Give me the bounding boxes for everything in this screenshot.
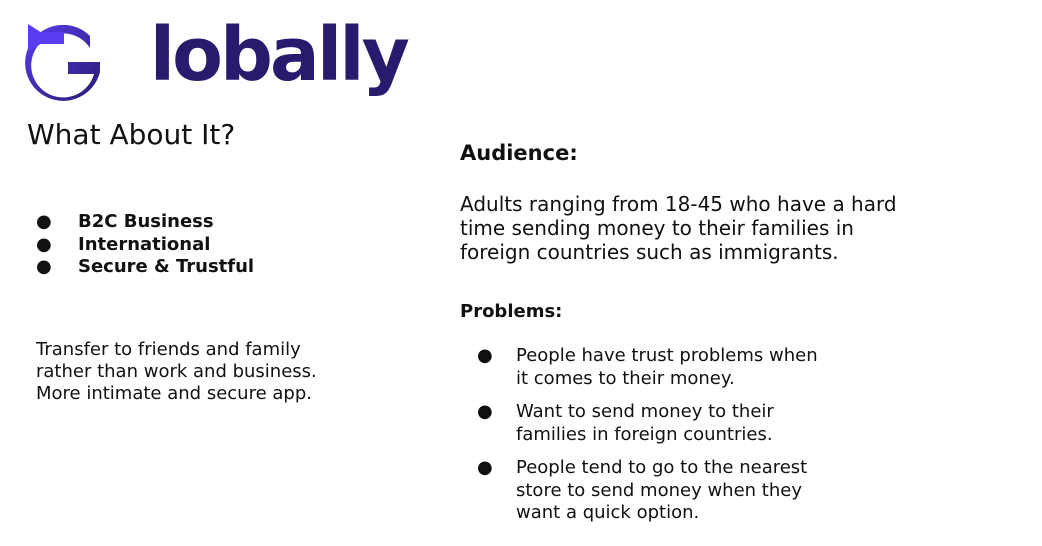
bullet-icon: ● (36, 211, 52, 232)
section-heading: What About It? (27, 118, 236, 151)
list-item (477, 457, 818, 525)
logo-wordmark-text: lobally (149, 12, 407, 98)
globally-logo (24, 12, 407, 110)
audience-line: foreign countries such as immigrants. (460, 240, 839, 264)
summary-line: rather than work and business. (36, 361, 317, 382)
bullet-icon: ● (477, 401, 493, 422)
audience-line: Adults ranging from 18-45 who have a hard (460, 192, 897, 216)
bullet-icon: ● (36, 256, 52, 277)
summary-text (36, 339, 317, 405)
feature-label: Secure & Trustful (78, 256, 255, 277)
feature-list (36, 211, 254, 279)
problem-line: People tend to go to the nearest (516, 457, 808, 478)
logo-wordmark (92, 12, 407, 98)
bullet-icon: ● (36, 233, 52, 255)
problem-line: store to send money when they (516, 479, 802, 501)
problems-list (477, 345, 818, 536)
problem-line: People have trust problems when (516, 345, 818, 366)
refresh-arrow-icon (24, 24, 102, 108)
problem-line: families in foreign countries. (516, 423, 773, 445)
feature-label: B2C Business (78, 211, 214, 232)
problem-line: Want to send money to their (516, 401, 774, 422)
list-item (477, 401, 818, 446)
problems-heading: Problems: (460, 301, 563, 322)
audience-description (460, 192, 897, 264)
list-item (36, 211, 254, 234)
problem-line: it comes to their money. (516, 367, 735, 389)
audience-heading: Audience: (460, 141, 578, 165)
summary-line: Transfer to friends and family (36, 339, 301, 360)
bullet-icon: ● (477, 457, 493, 478)
feature-label: International (78, 233, 211, 255)
list-item (477, 345, 818, 390)
audience-line: time sending money to their families in (460, 216, 854, 240)
problem-line: want a quick option. (516, 502, 700, 523)
summary-line: More intimate and secure app. (36, 383, 312, 404)
list-item (36, 256, 254, 279)
list-item (36, 234, 254, 257)
bullet-icon: ● (477, 345, 493, 366)
